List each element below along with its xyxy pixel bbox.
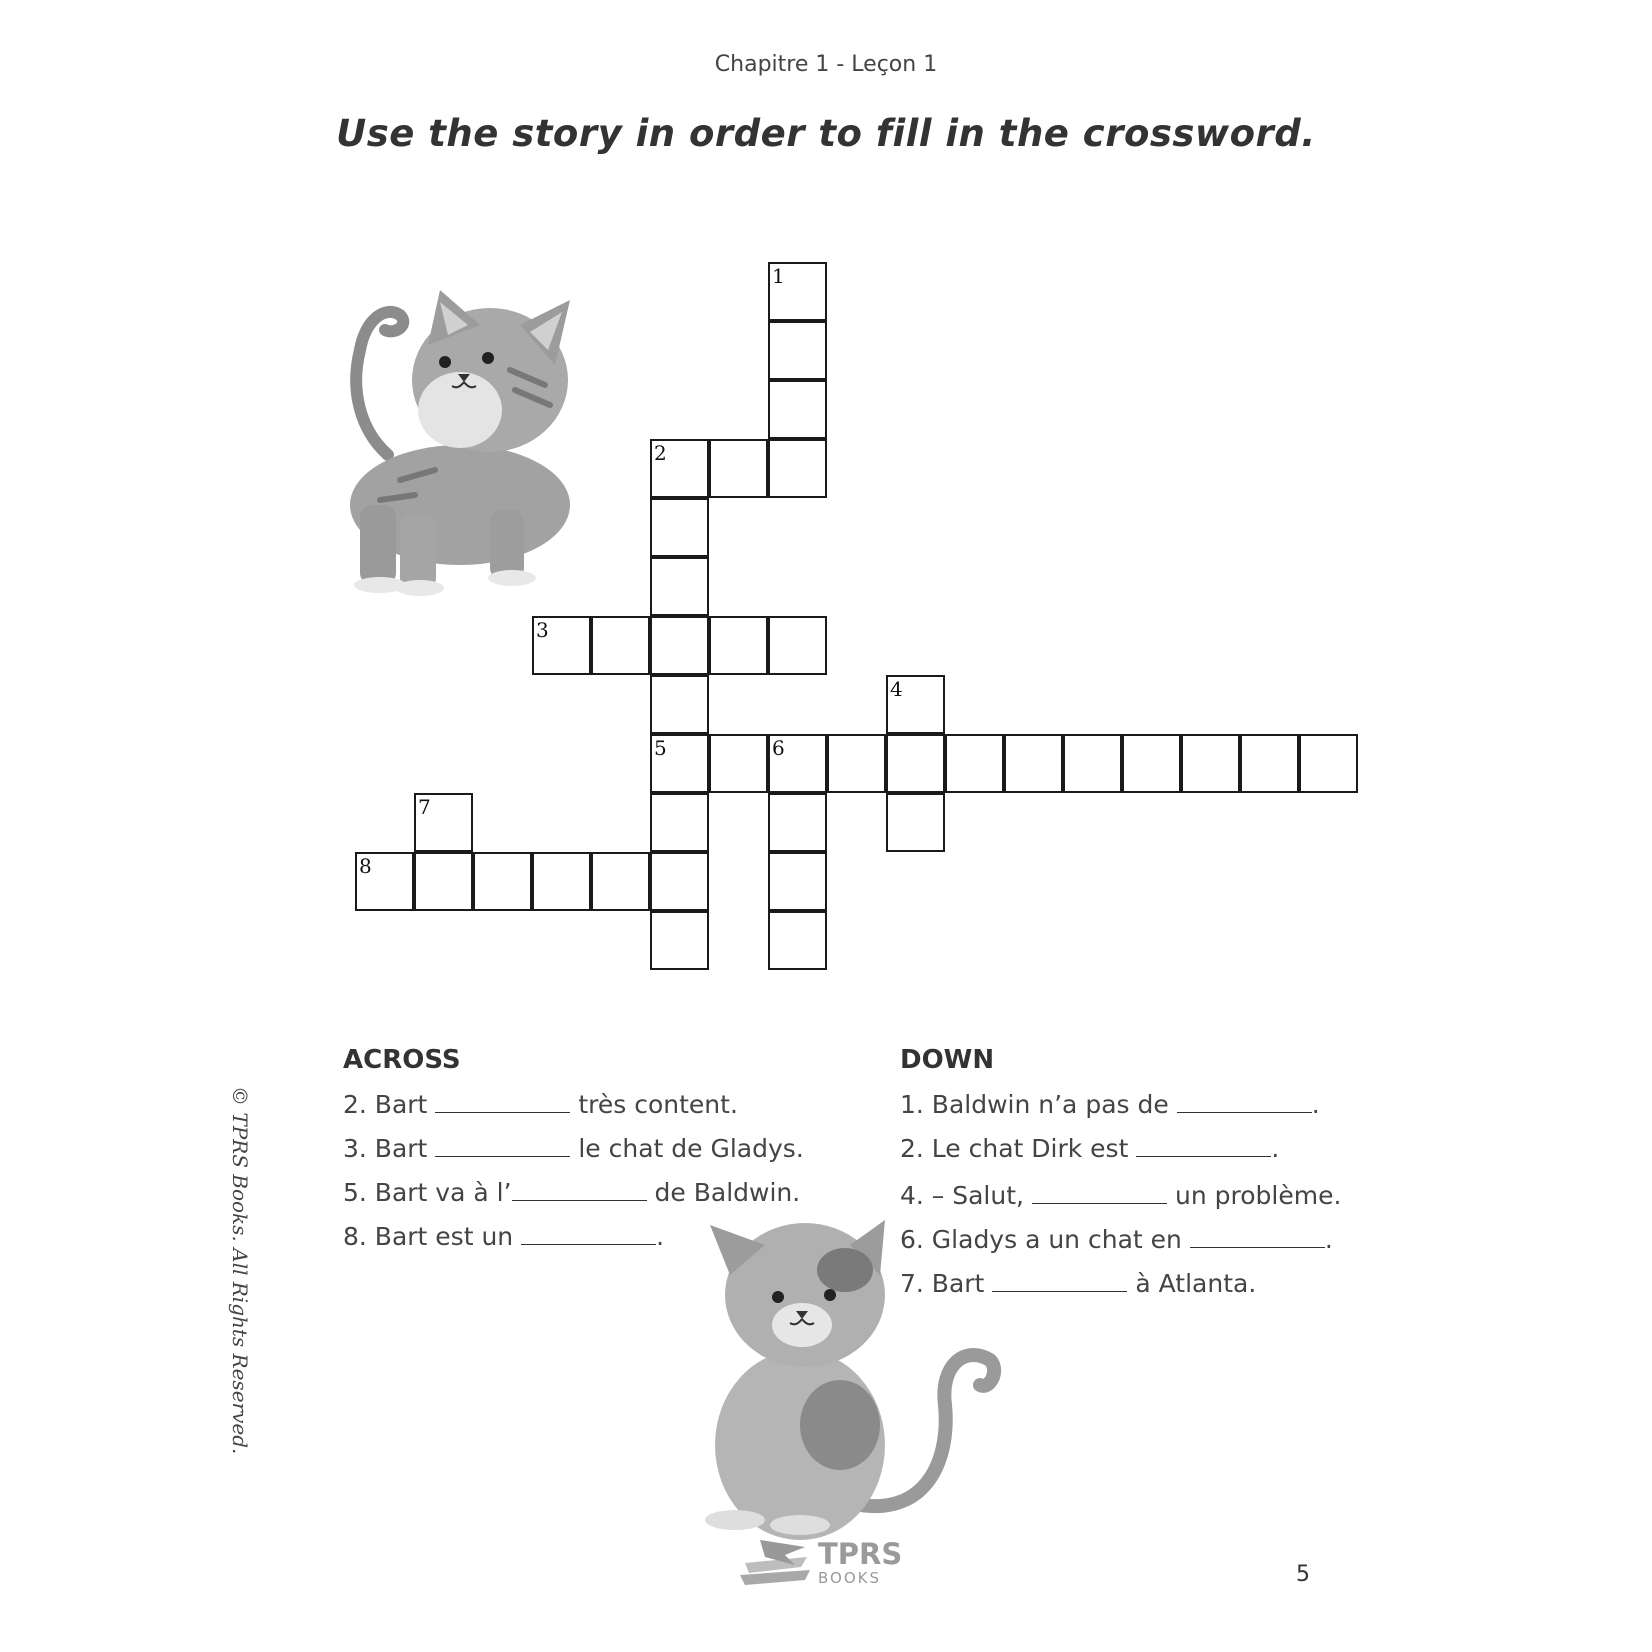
crossword-cell[interactable] bbox=[886, 734, 945, 793]
crossword-cell[interactable] bbox=[650, 852, 709, 911]
crossword-cell[interactable] bbox=[591, 616, 650, 675]
answer-blank[interactable] bbox=[1032, 1202, 1167, 1204]
tprs-books-logo bbox=[735, 1535, 935, 1595]
crossword-cell[interactable] bbox=[886, 675, 945, 734]
crossword-cell[interactable] bbox=[945, 734, 1004, 793]
answer-blank[interactable] bbox=[1177, 1111, 1312, 1113]
logo-text-tprs: TPRS bbox=[818, 1537, 903, 1571]
crossword-cell[interactable] bbox=[768, 439, 827, 498]
crossword-cell[interactable] bbox=[709, 734, 768, 793]
clue-number: 5 bbox=[654, 736, 667, 760]
clue-number: 8 bbox=[359, 854, 372, 878]
clue-number: 4 bbox=[890, 677, 903, 701]
crossword-cell[interactable] bbox=[768, 911, 827, 970]
crossword-cell[interactable] bbox=[768, 734, 827, 793]
down-clue: 7. Bart à Atlanta. bbox=[900, 1269, 1257, 1298]
copyright-notice: © TPRS Books. All Rights Reserved. bbox=[228, 1086, 252, 1455]
crossword-cell[interactable] bbox=[532, 616, 591, 675]
crossword-cell[interactable] bbox=[414, 793, 473, 852]
clue-number: 3 bbox=[536, 618, 549, 642]
crossword-cell[interactable] bbox=[1299, 734, 1358, 793]
answer-blank[interactable] bbox=[1136, 1155, 1271, 1157]
answer-blank[interactable] bbox=[435, 1155, 570, 1157]
page-number: 5 bbox=[1296, 1562, 1310, 1587]
answer-blank[interactable] bbox=[1190, 1246, 1325, 1248]
crossword-cell[interactable] bbox=[532, 852, 591, 911]
answer-blank[interactable] bbox=[521, 1243, 656, 1245]
crossword-cell[interactable] bbox=[650, 734, 709, 793]
crossword-cell[interactable] bbox=[650, 675, 709, 734]
crossword-cell[interactable] bbox=[414, 852, 473, 911]
down-clue: 1. Baldwin n’a pas de . bbox=[900, 1090, 1320, 1119]
clue-number: 2 bbox=[654, 441, 667, 465]
answer-blank[interactable] bbox=[512, 1199, 647, 1201]
crossword-cell[interactable] bbox=[768, 380, 827, 439]
crossword-cell[interactable] bbox=[1004, 734, 1063, 793]
across-clue: 8. Bart est un . bbox=[343, 1222, 665, 1251]
crossword-cell[interactable] bbox=[768, 793, 827, 852]
answer-blank[interactable] bbox=[992, 1290, 1127, 1292]
crossword-cell[interactable] bbox=[1063, 734, 1122, 793]
crossword-cell[interactable] bbox=[709, 616, 768, 675]
down-clue: 2. Le chat Dirk est . bbox=[900, 1134, 1280, 1163]
instruction-title: Use the story in order to fill in the crossword. bbox=[336, 112, 1316, 155]
crossword-cell[interactable] bbox=[650, 911, 709, 970]
crossword-cell[interactable] bbox=[650, 616, 709, 675]
across-clue: 5. Bart va à l’ de Baldwin. bbox=[343, 1178, 801, 1207]
down-clue: 4. – Salut, un problème. bbox=[900, 1181, 1342, 1210]
across-clue: 2. Bart très content. bbox=[343, 1090, 738, 1119]
crossword-cell[interactable] bbox=[473, 852, 532, 911]
down-clue: 6. Gladys a un chat en . bbox=[900, 1225, 1333, 1254]
book-stack-icon bbox=[735, 1535, 815, 1595]
crossword-cell[interactable] bbox=[768, 321, 827, 380]
crossword-cell[interactable] bbox=[650, 557, 709, 616]
crossword-cell[interactable] bbox=[827, 734, 886, 793]
crossword-cell[interactable] bbox=[650, 793, 709, 852]
crossword-cell[interactable] bbox=[886, 793, 945, 852]
down-heading: DOWN bbox=[900, 1045, 995, 1075]
chapter-heading: Chapitre 1 - Leçon 1 bbox=[714, 52, 938, 77]
crossword-cell[interactable] bbox=[1122, 734, 1181, 793]
crossword-cell[interactable] bbox=[768, 852, 827, 911]
across-heading: ACROSS bbox=[343, 1045, 461, 1075]
sitting-cat-illustration bbox=[690, 1215, 1010, 1545]
logo-text-books: BOOKS bbox=[818, 1569, 881, 1587]
answer-blank[interactable] bbox=[435, 1111, 570, 1113]
crossword-cell[interactable] bbox=[1240, 734, 1299, 793]
across-clue: 3. Bart le chat de Gladys. bbox=[343, 1134, 804, 1163]
crossword-cell[interactable] bbox=[591, 852, 650, 911]
crossword-cell[interactable] bbox=[355, 852, 414, 911]
clue-number: 1 bbox=[772, 264, 785, 288]
crossword-cell[interactable] bbox=[768, 616, 827, 675]
crossword-cell[interactable] bbox=[1181, 734, 1240, 793]
clue-number: 7 bbox=[418, 795, 431, 819]
crossword-cell[interactable] bbox=[650, 498, 709, 557]
crossword-cell[interactable] bbox=[650, 439, 709, 498]
crossword-cell[interactable] bbox=[709, 439, 768, 498]
clue-number: 6 bbox=[772, 736, 785, 760]
crossword-cell[interactable] bbox=[768, 262, 827, 321]
